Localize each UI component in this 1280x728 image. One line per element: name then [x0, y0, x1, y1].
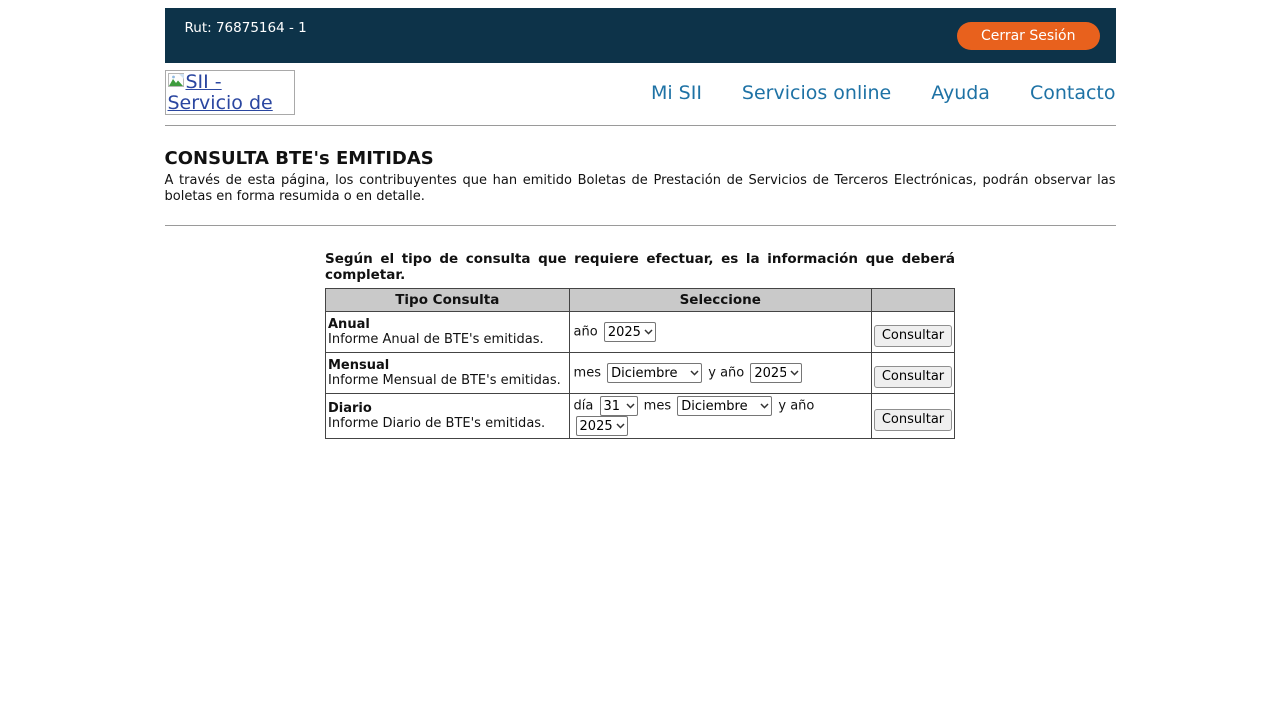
anual-year-label: año [573, 324, 598, 340]
diario-month-label: mes [643, 398, 672, 414]
table-header-row [326, 289, 955, 312]
mensual-month-select[interactable] [607, 363, 702, 383]
column-header-empty [871, 289, 954, 312]
tipo-name: Mensual [328, 358, 390, 373]
table-row-anual [326, 312, 955, 353]
consultar-mensual-button[interactable]: Consultar [874, 366, 952, 388]
seleccione-cell-anual [569, 312, 871, 353]
page-title: CONSULTA BTE's EMITIDAS [164, 148, 434, 169]
consulta-section [325, 252, 955, 439]
diario-day-select[interactable] [600, 396, 638, 416]
action-cell-mensual [871, 353, 954, 394]
nav-link-contacto[interactable]: Contacto [1029, 81, 1116, 104]
diario-month-select[interactable] [677, 396, 772, 416]
nav-link-ayuda[interactable]: Ayuda [931, 81, 990, 104]
site-header [165, 70, 1116, 115]
header-divider [165, 125, 1116, 126]
column-header-tipo-consulta: Tipo Consulta [326, 289, 570, 312]
seleccione-cell-diario [569, 394, 871, 439]
session-bar [165, 8, 1116, 63]
tipo-description: Informe Mensual de BTE's emitidas. [328, 373, 561, 388]
diario-year-label: y año [778, 398, 815, 414]
action-cell-anual [871, 312, 954, 353]
tipo-cell-diario [326, 394, 570, 439]
mensual-year-label: y año [708, 365, 745, 381]
logo-alt-text: SII - Servicio de [167, 71, 273, 114]
table-row-mensual [326, 353, 955, 394]
instruction-text: Según el tipo de consulta que requiere efectuar, es la información que deberá completar. [325, 251, 955, 283]
rut-label: Rut: 76875164 - 1 [184, 20, 307, 36]
content-divider [165, 225, 1116, 226]
consultar-diario-button[interactable]: Consultar [874, 409, 952, 431]
mensual-year-select[interactable] [750, 363, 802, 383]
logout-button[interactable]: Cerrar Sesión [957, 22, 1100, 50]
mensual-month-label: mes [573, 365, 601, 381]
main-nav [651, 82, 1116, 104]
diario-day-label: día [573, 398, 594, 414]
tipo-cell-anual [326, 312, 570, 353]
action-cell-diario [871, 394, 954, 439]
tipo-name: Anual [328, 317, 370, 332]
anual-year-select[interactable] [604, 322, 656, 342]
diario-year-select[interactable] [576, 416, 628, 436]
column-header-seleccione: Seleccione [569, 289, 871, 312]
tipo-name: Diario [328, 401, 372, 416]
broken-image-icon [168, 73, 185, 92]
tipo-cell-mensual [326, 353, 570, 394]
nav-link-servicios-online[interactable]: Servicios online [741, 81, 892, 104]
page-container [165, 8, 1116, 439]
consulta-table [325, 288, 955, 439]
nav-link-mi-sii[interactable]: Mi SII [650, 81, 702, 104]
tipo-description: Informe Anual de BTE's emitidas. [328, 332, 544, 347]
page-description: A través de esta página, los contribuyentes que han emitido Boletas de Prestación de Servicios de Terceros Electrónicas, podrán observar las boletas en forma resumida o en detalle. [164, 173, 1116, 204]
consultar-anual-button[interactable]: Consultar [874, 325, 952, 347]
tipo-description: Informe Diario de BTE's emitidas. [328, 416, 546, 431]
seleccione-cell-mensual [569, 353, 871, 394]
table-row-diario [326, 394, 955, 439]
sii-logo-link[interactable] [165, 70, 295, 115]
